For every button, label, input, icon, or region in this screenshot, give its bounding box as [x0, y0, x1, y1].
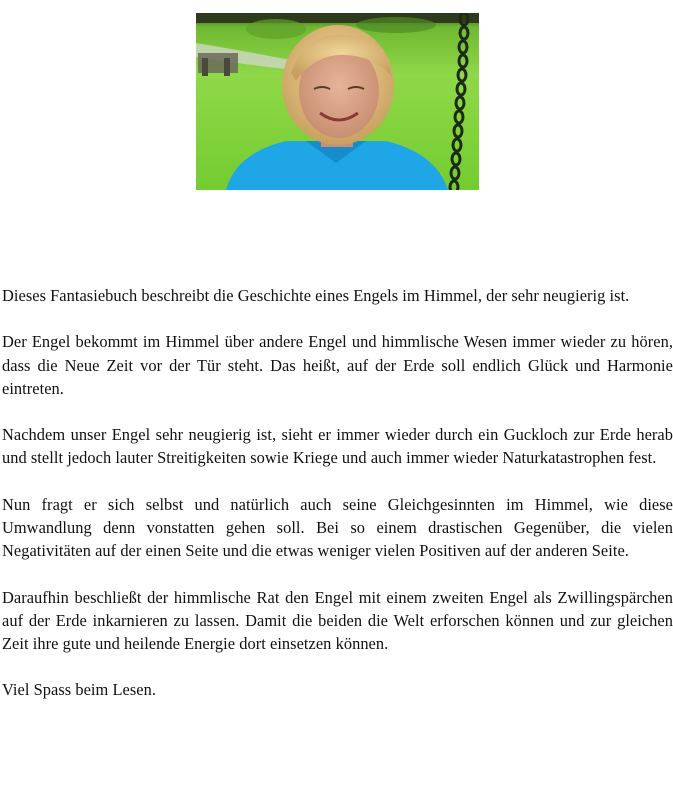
paragraph-question: Nun fragt er sich selbst und natürlich auch seine Gleichgesinnten im Himmel, wie diese Umwandlung denn vonstatten gehen soll. Bei so einem drastischen Gegenüber, die vielen Negativitäten auf der einen Seite und die etwas weniger vielen Positiven auf der anderen Seite. — [2, 494, 673, 561]
paragraph-new-era: Der Engel bekommt im Himmel über andere Engel und himmlische Wesen immer wieder zu hören, dass die Neue Zeit vor der Tür steht. Das heißt, auf der Erde soll endlich Glück und Harmonie eintreten. — [2, 332, 673, 398]
paragraph-peephole: Nachdem unser Engel sehr neugierig ist, sieht er immer wieder durch ein Guckloch zur Erde herab und stellt jedoch lauter Streitigkeiten sowie Kriege und auch immer wieder Naturkatastrophen fest. — [2, 425, 673, 468]
portrait-image — [196, 13, 479, 190]
author-photo — [196, 13, 479, 190]
paragraph-intro: Dieses Fantasiebuch beschreibt die Geschichte eines Engels im Himmel, der sehr neugierig ist. — [2, 286, 630, 305]
book-description — [2, 284, 673, 725]
paragraph-closing: Viel Spass beim Lesen. — [2, 680, 156, 700]
paragraph-council-decision: Daraufhin beschließt der himmlische Rat den Engel mit einem zweiten Engel als Zwillingspärchen auf der Erde inkarnieren zu lassen. Damit die beiden die Welt erforschen können und zur gleichen Zeit ihre gute und heilende Energie dort einsetzen können. — [2, 587, 673, 653]
